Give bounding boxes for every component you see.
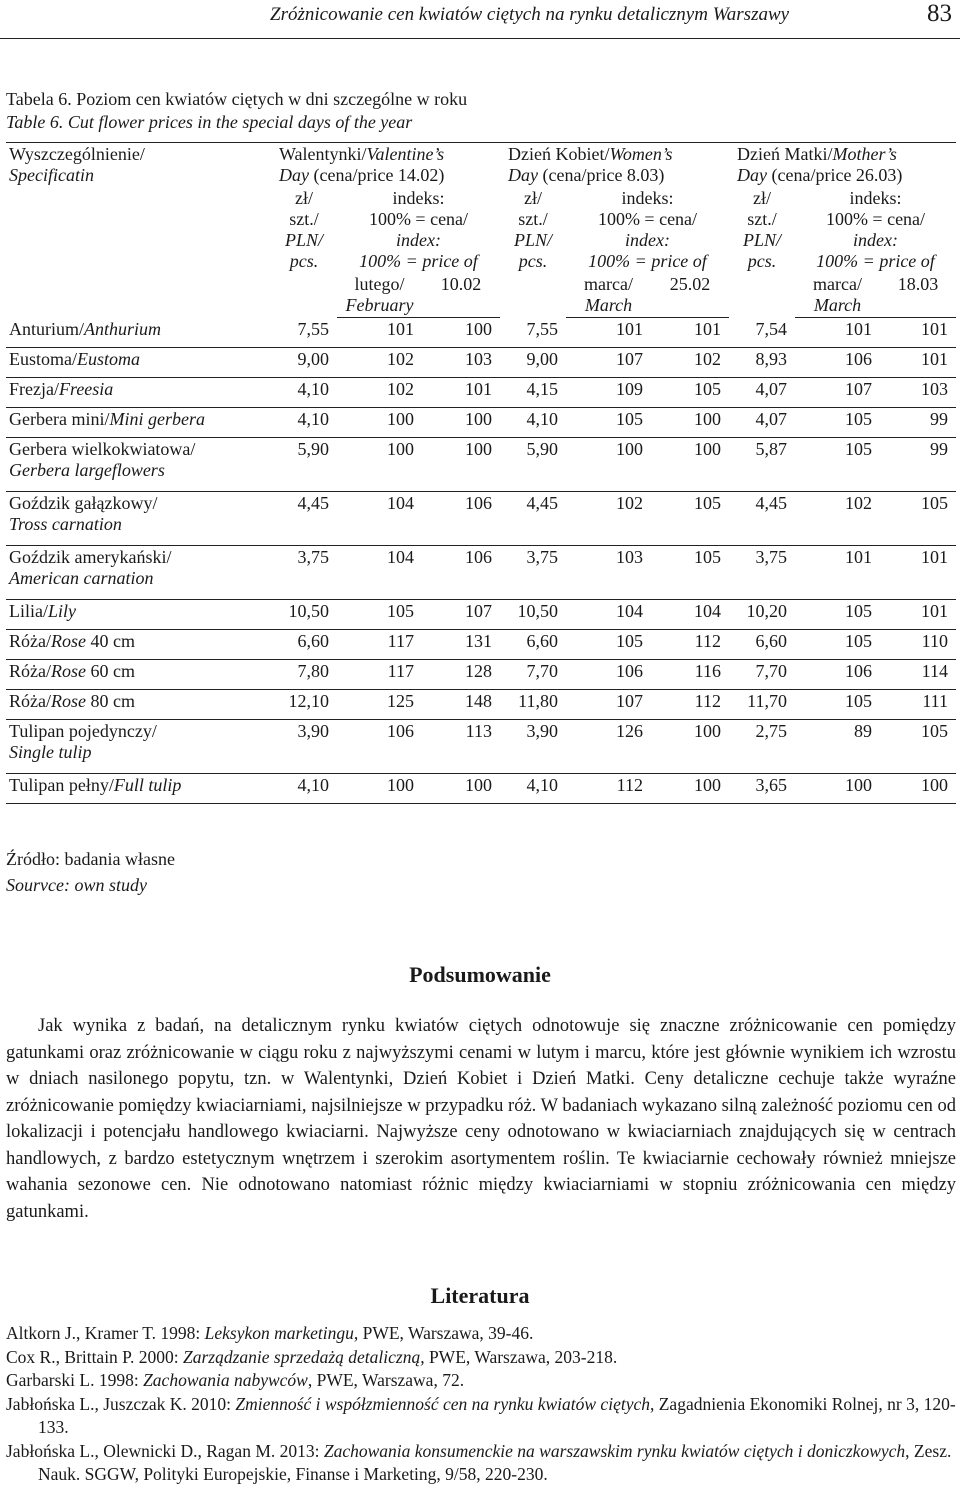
table-cell: 106	[795, 348, 880, 378]
table-cell: 4,10	[271, 408, 337, 438]
table-cell: 113	[422, 720, 500, 774]
table-cell: 110	[880, 630, 956, 660]
row-label: Tulipan pojedynczy/ Single tulip	[6, 720, 271, 774]
group-header-valentine: Walentynki/Valentine’s Day (cena/price 14.02)	[279, 144, 445, 185]
table-cell: 100	[651, 774, 729, 804]
table-cell: 106	[422, 492, 500, 546]
table-cell: 10,50	[271, 600, 337, 630]
table-cell: 100	[880, 774, 956, 804]
table-cell: 89	[795, 720, 880, 774]
table-cell: 4,07	[729, 378, 795, 408]
table-cell: 6,60	[271, 630, 337, 660]
table-cell: 99	[880, 408, 956, 438]
table-cell: 105	[795, 690, 880, 720]
table-cell: 101	[880, 546, 956, 600]
table-cell: 105	[566, 630, 651, 660]
unit-header-3: zł/ szt./ PLN/ pcs.	[742, 188, 781, 271]
running-header	[0, 0, 960, 39]
table-cell: 5,90	[271, 438, 337, 492]
table-row	[6, 774, 956, 804]
row-label: Lilia/Lily	[6, 600, 271, 630]
table-cell: 100	[422, 774, 500, 804]
table-cell: 12,10	[271, 690, 337, 720]
table-cell: 3,90	[271, 720, 337, 774]
table-cell: 109	[566, 378, 651, 408]
table-cell: 107	[566, 690, 651, 720]
table-cell: 100	[422, 438, 500, 492]
group-header-womens-day: Dzień Kobiet/Women’s Day (cena/price 8.03)	[508, 144, 673, 185]
table-cell: 7,70	[500, 660, 566, 690]
table-cell: 128	[422, 660, 500, 690]
table-cell: 105	[795, 600, 880, 630]
table-cell: 107	[422, 600, 500, 630]
table-cell: 112	[651, 630, 729, 660]
reference-item: Jabłońska L., Olewnicki D., Ragan M. 2013: Zachowania konsumenckie na warszawskim rynku kwiatów ciętych i doniczkowych, Zesz. Nauk. SGGW, Polityki Europejskie, Finanse i Marketing, 9/58, 220-230.	[6, 1440, 952, 1484]
row-label: Goździk gałązkowy/ Tross carnation	[6, 492, 271, 546]
table-row	[6, 378, 956, 408]
table-caption-en: Table 6. Cut flower prices in the special days of the year	[6, 112, 413, 132]
row-label: Anturium/Anthurium	[6, 318, 271, 348]
literature-title: Literatura	[430, 1283, 530, 1308]
table-cell: 7,55	[500, 318, 566, 348]
table-cell: 100	[651, 408, 729, 438]
table-cell: 106	[422, 546, 500, 600]
table-row	[6, 318, 956, 348]
table-cell: 100	[337, 774, 422, 804]
table-cell: 101	[880, 318, 956, 348]
table-cell: 8,93	[729, 348, 795, 378]
base-date-2: 25.02	[651, 273, 729, 318]
table-cell: 107	[566, 348, 651, 378]
table-cell: 105	[651, 546, 729, 600]
table-cell: 101	[566, 318, 651, 348]
table-row	[6, 720, 956, 774]
table-cell: 103	[566, 546, 651, 600]
table-row	[6, 348, 956, 378]
table-cell: 3,90	[500, 720, 566, 774]
table-cell: 9,00	[500, 348, 566, 378]
table-cell: 101	[422, 378, 500, 408]
summary-paragraph: Jak wynika z badań, na detalicznym rynku kwiatów ciętych odnotowuje się znaczne zróżnicowanie cen pomiędzy gatunkami oraz zróżnicowanie w ciągu roku z najwyższymi cenami w lutym i marcu, które jest głównie wynikiem ich wzrostu w dniach nasilonego popytu, tzn. w Walentynki, Dzień Kobiet i Dzień Matki. Ceny detaliczne cechuje także wyraźne zróżnicowanie pomiędzy kwiaciarniami, najsilniejsze w przypadku róż. W badaniach wykazano silną zależność poziomu cen od lokalizacji i potencjału handlowego kwiaciarni. Najwyższe ceny odnotowano w kwiaciarniach znajdujących się w centrach handlowych, z bardzo estetycznym wnętrzem i szerokim asortymentem roślin. Te kwiaciarnie cechowały również mniejsze wahania sezonowe cen. Nie odnotowano natomiast różnic między kwiaciarniami w stopniu zróżnicowania cen między gatunkami.	[6, 1016, 956, 1222]
table-cell: 105	[566, 408, 651, 438]
table-row	[6, 438, 956, 492]
table-body	[6, 318, 956, 804]
table-row	[6, 690, 956, 720]
table-cell: 102	[651, 348, 729, 378]
summary-title: Podsumowanie	[409, 962, 551, 987]
unit-header-1: zł/ szt./ PLN/ pcs.	[284, 188, 323, 271]
table-cell: 5,90	[500, 438, 566, 492]
table-cell: 4,10	[271, 774, 337, 804]
table-cell: 102	[795, 492, 880, 546]
table-cell: 4,10	[500, 408, 566, 438]
table-cell: 7,80	[271, 660, 337, 690]
table-cell: 100	[795, 774, 880, 804]
table-cell: 6,60	[500, 630, 566, 660]
table-cell: 100	[422, 408, 500, 438]
base-date-1: 10.02	[422, 273, 500, 318]
row-label: Róża/Rose 40 cm	[6, 630, 271, 660]
table-cell: 148	[422, 690, 500, 720]
table-cell: 131	[422, 630, 500, 660]
table-cell: 10,50	[500, 600, 566, 630]
table-cell: 11,80	[500, 690, 566, 720]
table-cell: 103	[880, 378, 956, 408]
page-number: 83	[927, 0, 952, 27]
index-header-1: indeks: 100% = cena/ index: 100% = price of	[359, 188, 478, 271]
table-cell: 105	[795, 438, 880, 492]
index-header-3: indeks: 100% = cena/ index: 100% = price of	[816, 188, 935, 271]
table-cell: 101	[880, 348, 956, 378]
table-cell: 103	[422, 348, 500, 378]
table-row	[6, 408, 956, 438]
table-row	[6, 600, 956, 630]
table-cell: 105	[337, 600, 422, 630]
table-cell: 101	[880, 600, 956, 630]
table-cell: 4,45	[271, 492, 337, 546]
base-month-3: marca/ March	[795, 273, 880, 318]
table-cell: 100	[337, 408, 422, 438]
row-label: Frezja/Freesia	[6, 378, 271, 408]
table-cell: 3,75	[500, 546, 566, 600]
table-cell: 7,55	[271, 318, 337, 348]
reference-item: Altkorn J., Kramer T. 1998: Leksykon marketingu, PWE, Warszawa, 39-46.	[6, 1323, 534, 1343]
row-label: Róża/Rose 80 cm	[6, 690, 271, 720]
table-row	[6, 546, 956, 600]
table-cell: 10,20	[729, 600, 795, 630]
row-label: Róża/Rose 60 cm	[6, 660, 271, 690]
base-month-1: lutego/ February	[337, 273, 422, 318]
table-cell: 100	[422, 318, 500, 348]
table-cell: 106	[795, 660, 880, 690]
table-cell: 107	[795, 378, 880, 408]
table-cell: 102	[337, 378, 422, 408]
reference-item: Cox R., Brittain P. 2000: Zarządzanie sprzedażą detaliczną, PWE, Warszawa, 203-218.	[6, 1346, 618, 1367]
table-cell: 126	[566, 720, 651, 774]
table-cell: 106	[566, 660, 651, 690]
table-cell: 2,75	[729, 720, 795, 774]
table-cell: 104	[651, 600, 729, 630]
row-label: Eustoma/Eustoma	[6, 348, 271, 378]
row-label: Gerbera wielkokwiatowa/ Gerbera largeflowers	[6, 438, 271, 492]
table-cell: 101	[651, 318, 729, 348]
table-cell: 105	[880, 492, 956, 546]
table-cell: 104	[337, 546, 422, 600]
table-cell: 112	[651, 690, 729, 720]
table-cell: 3,75	[271, 546, 337, 600]
table-cell: 3,65	[729, 774, 795, 804]
table-cell: 7,54	[729, 318, 795, 348]
table-caption	[6, 88, 467, 134]
table-cell: 99	[880, 438, 956, 492]
table-cell: 125	[337, 690, 422, 720]
table-cell: 4,45	[500, 492, 566, 546]
table-row	[6, 630, 956, 660]
row-label: Gerbera mini/Mini gerbera	[6, 408, 271, 438]
table-cell: 5,87	[729, 438, 795, 492]
table-caption-pl: Tabela 6. Poziom cen kwiatów ciętych w dni szczególne w roku	[6, 89, 468, 109]
table-cell: 105	[795, 408, 880, 438]
row-label: Tulipan pełny/Full tulip	[6, 774, 271, 804]
table-row	[6, 660, 956, 690]
reference-item: Garbarski L. 1998: Zachowania nabywców, PWE, Warszawa, 72.	[6, 1370, 465, 1390]
unit-header-2: zł/ szt./ PLN/ pcs.	[513, 188, 552, 271]
base-date-3: 18.03	[880, 273, 956, 318]
table-cell: 102	[337, 348, 422, 378]
table-cell: 102	[566, 492, 651, 546]
spec-header: Wyszczególnienie/ Specificatin	[9, 144, 145, 185]
table-cell: 3,75	[729, 546, 795, 600]
table-cell: 4,10	[271, 378, 337, 408]
table-cell: 4,07	[729, 408, 795, 438]
table-cell: 4,10	[500, 774, 566, 804]
table-source: Źródło: badania własne Sourvce: own study	[6, 849, 175, 895]
table-cell: 4,15	[500, 378, 566, 408]
running-title: Zróżnicowanie cen kwiatów ciętych na rynku detalicznym Warszawy	[270, 4, 790, 25]
table-cell: 6,60	[729, 630, 795, 660]
table-row	[6, 492, 956, 546]
table-cell: 104	[566, 600, 651, 630]
table-cell: 106	[337, 720, 422, 774]
table-cell: 105	[651, 378, 729, 408]
table-cell: 101	[337, 318, 422, 348]
table-cell: 7,70	[729, 660, 795, 690]
price-table	[6, 142, 956, 804]
table-cell: 11,70	[729, 690, 795, 720]
table-cell: 105	[651, 492, 729, 546]
table-cell: 9,00	[271, 348, 337, 378]
table-cell: 105	[795, 630, 880, 660]
base-month-2: marca/ March	[566, 273, 651, 318]
table-cell: 4,45	[729, 492, 795, 546]
table-cell: 117	[337, 630, 422, 660]
index-header-2: indeks: 100% = cena/ index: 100% = price of	[588, 188, 707, 271]
table-cell: 104	[337, 492, 422, 546]
table-cell: 105	[880, 720, 956, 774]
reference-list	[6, 1322, 956, 1487]
table-cell: 117	[337, 660, 422, 690]
table-cell: 112	[566, 774, 651, 804]
table-cell: 100	[651, 438, 729, 492]
table-cell: 111	[880, 690, 956, 720]
table-cell: 100	[566, 438, 651, 492]
table-cell: 116	[651, 660, 729, 690]
row-label: Goździk amerykański/ American carnation	[6, 546, 271, 600]
reference-item: Jabłońska L., Juszczak K. 2010: Zmienność i współzmienność cen na rynku kwiatów ciętych, Zagadnienia Ekonomiki Rolnej, nr 3, 120-133.	[6, 1393, 956, 1437]
table-cell: 114	[880, 660, 956, 690]
table-cell: 100	[337, 438, 422, 492]
table-cell: 100	[651, 720, 729, 774]
table-cell: 101	[795, 546, 880, 600]
group-header-mothers-day: Dzień Matki/Mother’s Day (cena/price 26.03)	[737, 144, 903, 185]
table-cell: 101	[795, 318, 880, 348]
